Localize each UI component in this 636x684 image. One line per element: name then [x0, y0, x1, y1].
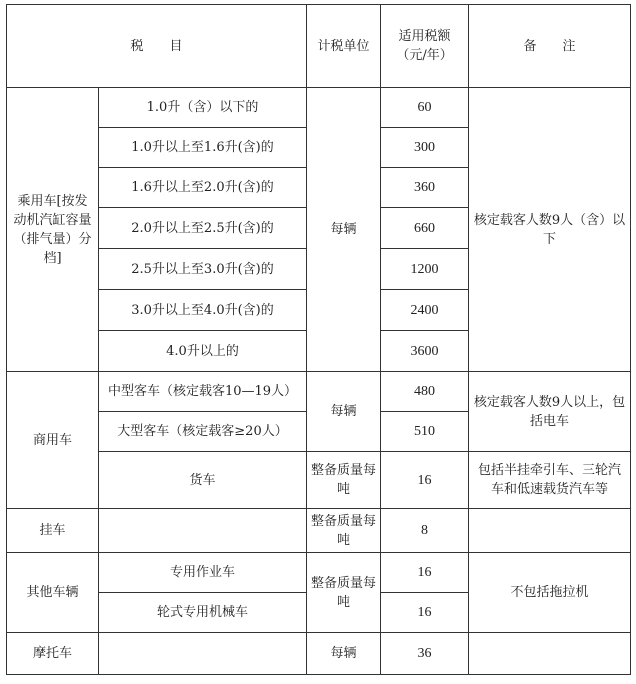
- table-row: [7, 553, 631, 593]
- motorcycle-note-empty: [469, 633, 631, 675]
- bus-note: 核定载客人数9人以上，包括电车: [469, 372, 631, 452]
- passenger-category: 乘用车[按发动机汽缸容量（排气量）分档]: [7, 88, 99, 372]
- truck-note: 包括半挂牵引车、三轮汽车和低速载货汽车等: [469, 452, 631, 509]
- header-unit: 计税单位: [307, 5, 381, 88]
- large-bus-rate: 510: [381, 412, 469, 452]
- other-note: 不包括拖拉机: [469, 553, 631, 633]
- passenger-row-label: 1.0升以上至1.6升(含)的: [99, 128, 307, 168]
- trailer-unit: 整备质量每吨: [307, 509, 381, 553]
- truck-rate: 16: [381, 452, 469, 509]
- medium-bus-label: 中型客车（核定载客10—19人）: [99, 372, 307, 412]
- truck-label: 货车: [99, 452, 307, 509]
- header-note: 备 注: [469, 5, 631, 88]
- other-row-label: 轮式专用机械车: [99, 593, 307, 633]
- passenger-row-label: 2.5升以上至3.0升(含)的: [99, 249, 307, 290]
- passenger-row-rate: 660: [381, 208, 469, 249]
- other-row-label: 专用作业车: [99, 553, 307, 593]
- table-header-row: [7, 5, 631, 88]
- other-category: 其他车辆: [7, 553, 99, 633]
- passenger-row-rate: 300: [381, 128, 469, 168]
- passenger-row-label: 3.0升以上至4.0升(含)的: [99, 290, 307, 331]
- table-row: [7, 452, 631, 509]
- other-row-rate: 16: [381, 553, 469, 593]
- trailer-note-empty: [469, 509, 631, 553]
- trailer-sub-empty: [99, 509, 307, 553]
- header-rate: 适用税额（元/年）: [381, 5, 469, 88]
- table-row: [7, 372, 631, 412]
- passenger-row-label: 1.6升以上至2.0升(含)的: [99, 168, 307, 208]
- passenger-unit: 每辆: [307, 88, 381, 372]
- passenger-row-rate: 3600: [381, 331, 469, 372]
- large-bus-label: 大型客车（核定载客≥20人）: [99, 412, 307, 452]
- commercial-category: 商用车: [7, 372, 99, 509]
- other-unit: 整备质量每吨: [307, 553, 381, 633]
- header-category: 税 目: [7, 5, 307, 88]
- passenger-row-rate: 1200: [381, 249, 469, 290]
- passenger-row-rate: 2400: [381, 290, 469, 331]
- motorcycle-category: 摩托车: [7, 633, 99, 675]
- passenger-row-rate: 360: [381, 168, 469, 208]
- other-row-rate: 16: [381, 593, 469, 633]
- passenger-row-rate: 60: [381, 88, 469, 128]
- table-row: [7, 88, 631, 128]
- motorcycle-sub-empty: [99, 633, 307, 675]
- vehicle-tax-table: [6, 4, 631, 675]
- passenger-row-label: 4.0升以上的: [99, 331, 307, 372]
- trailer-category: 挂车: [7, 509, 99, 553]
- table-row: [7, 633, 631, 675]
- motorcycle-unit: 每辆: [307, 633, 381, 675]
- passenger-row-label: 2.0升以上至2.5升(含)的: [99, 208, 307, 249]
- trailer-rate: 8: [381, 509, 469, 553]
- passenger-row-label: 1.0升（含）以下的: [99, 88, 307, 128]
- motorcycle-rate: 36: [381, 633, 469, 675]
- table-row: [7, 509, 631, 553]
- passenger-note: 核定载客人数9人（含）以下: [469, 88, 631, 372]
- truck-unit: 整备质量每吨: [307, 452, 381, 509]
- medium-bus-rate: 480: [381, 372, 469, 412]
- bus-unit: 每辆: [307, 372, 381, 452]
